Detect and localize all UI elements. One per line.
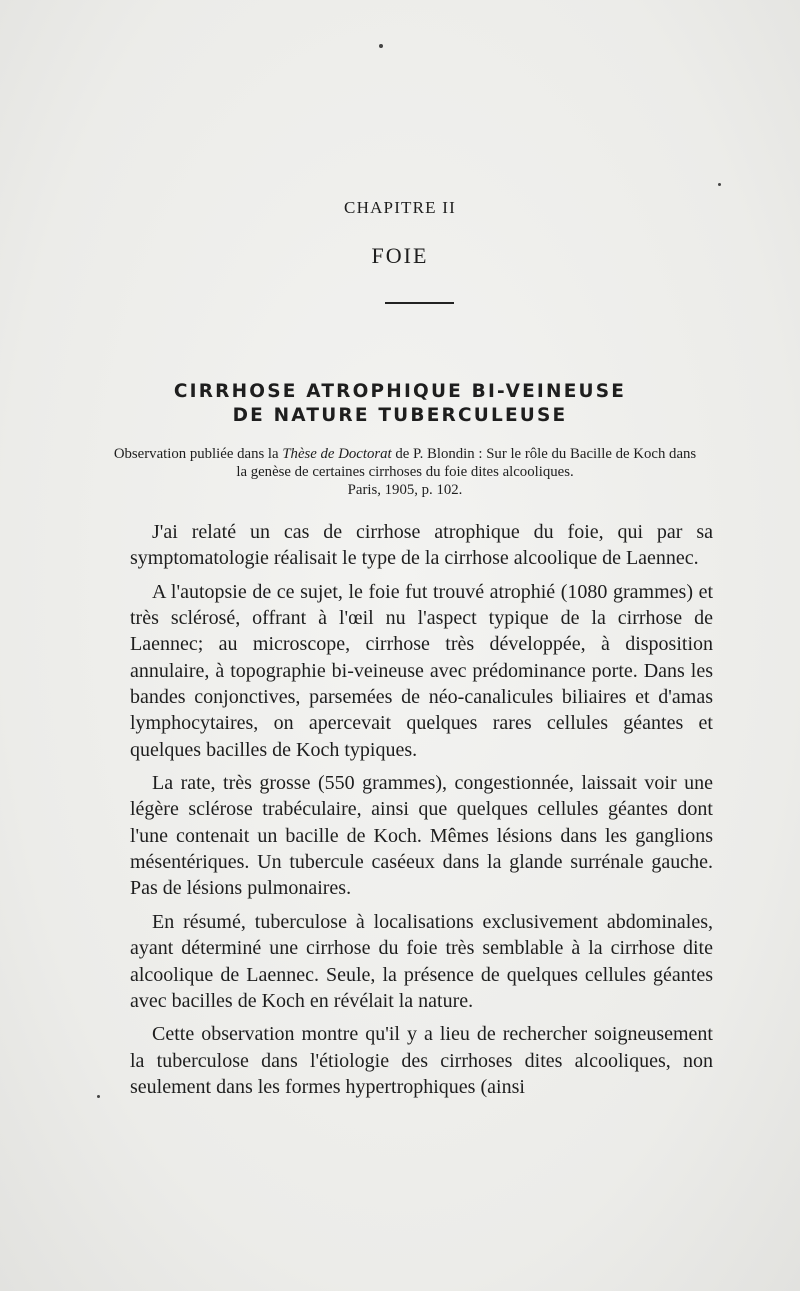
paragraph-5: Cette observation montre qu'il y a lieu de rechercher soigneusement la tuberculose dans l'étiologie des cirrhoses dites alcooliques, non seulement dans les formes hypertrophiques (ainsi <box>130 1023 713 1098</box>
paragraph-2: A l'autopsie de ce sujet, le foie fut trouvé atrophié (1080 grammes) et très sclérosé, offrant à l'œil nu l'aspect typique de la cirrhose de Laennec; au microscope, cirrhose très développée, à disposition annulaire, à topographie bi-veineuse avec prédominance porte. Dans les bandes conjonctives, parsemées de néo-canalicules biliaires et d'amas lymphocytaires, on apercevait quelques rares cellules géantes et quelques bacilles de Koch typiques. <box>130 580 713 761</box>
source-prefix: Observation publiée dans la <box>113 446 279 462</box>
paragraph-4: En résumé, tuberculose à localisations exclusivement abdominales, ayant déterminé une cirrhose du foie très semblable à la cirrhose dite alcoolique de Laennec. Seule, la présence de quelques cellules géantes avec bacilles de Koch en révélait la nature. <box>130 910 713 1012</box>
chapter-label: CHAPITRE II <box>344 198 456 217</box>
source-suffix: de P. Blondin : Sur le rôle du Bacille de Koch dans la genèse de certaines cirrhoses du foie dites alcooliques. <box>236 446 697 480</box>
ink-speck <box>379 44 383 48</box>
source-note <box>110 445 700 499</box>
ink-speck <box>97 1095 100 1098</box>
section-title <box>0 380 800 428</box>
source-thesis: Thèse de Doctorat <box>282 446 392 462</box>
chapter-title: FOIE <box>371 243 429 268</box>
source-place-date: Paris, 1905, p. 102. <box>347 482 463 498</box>
paragraph-3: La rate, très grosse (550 grammes), congestionnée, laissait voir une légère sclérose trabéculaire, ainsi que quelques cellules géantes dont l'une contenait un bacille de Koch. Mêmes lésions dans les ganglions mésentériques. Un tubercule caséeux dans la glande surrénale gauche. Pas de lésions pulmonaires. <box>130 772 713 900</box>
title-rule <box>385 302 454 304</box>
section-title-line-1: CIRRHOSE ATROPHIQUE BI-VEINEUSE <box>173 381 627 402</box>
section-title-line-2: DE NATURE TUBERCULEUSE <box>232 405 568 426</box>
paragraph-1: J'ai relaté un cas de cirrhose atrophique du foie, qui par sa symptomatologie réalisait le type de la cirrhose alcoolique de Laennec. <box>130 521 713 570</box>
ink-speck <box>718 183 721 186</box>
body-text <box>130 519 713 1107</box>
